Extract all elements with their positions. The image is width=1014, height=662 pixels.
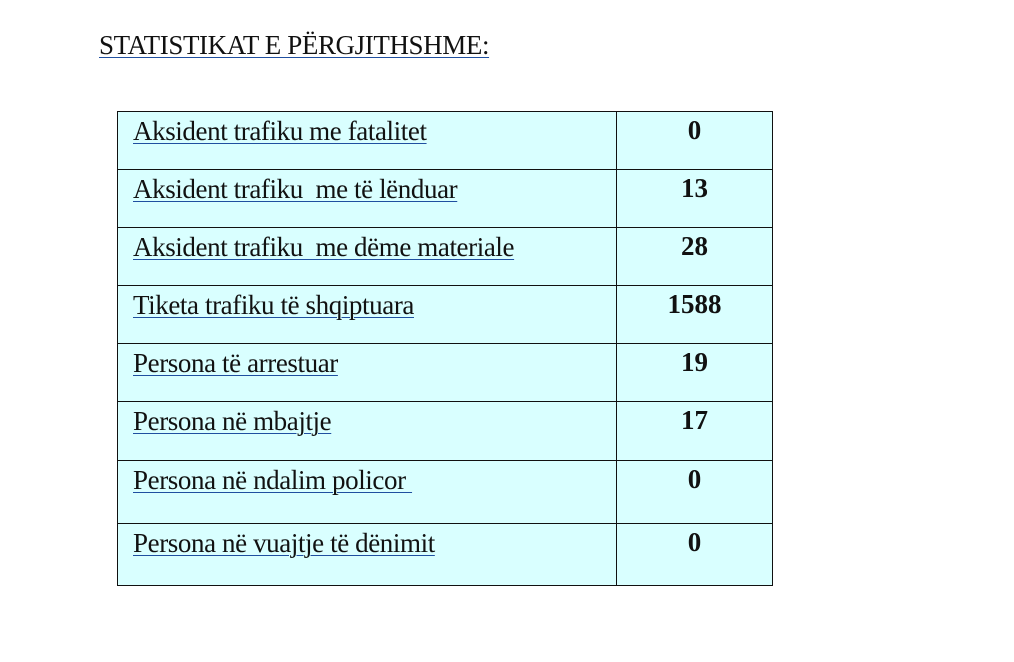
table-row xyxy=(118,461,773,524)
page-title: STATISTIKAT E PËRGJITHSHME: xyxy=(99,30,490,60)
row-value: 1588 xyxy=(667,289,722,319)
row-value-cell xyxy=(617,344,773,402)
row-value-cell xyxy=(617,402,773,461)
row-label-cell xyxy=(118,228,617,286)
row-value-cell xyxy=(617,228,773,286)
row-label: Aksident trafiku me fatalitet xyxy=(133,116,427,146)
table-row xyxy=(118,170,773,228)
table-row xyxy=(118,112,773,170)
statistics-table xyxy=(117,111,773,586)
table-row xyxy=(118,286,773,344)
row-value-cell xyxy=(617,461,773,524)
row-label: Persona në ndalim policor xyxy=(133,465,413,495)
row-value: 19 xyxy=(681,347,708,377)
table-row xyxy=(118,524,773,586)
row-label-cell xyxy=(118,524,617,586)
row-value: 0 xyxy=(687,527,702,557)
row-label: Persona në mbajtje xyxy=(133,406,332,436)
row-value-cell xyxy=(617,112,773,170)
row-value-cell xyxy=(617,170,773,228)
row-value-cell xyxy=(617,524,773,586)
row-label-cell xyxy=(118,170,617,228)
row-label-cell xyxy=(118,344,617,402)
row-label-cell xyxy=(118,402,617,461)
table-row xyxy=(118,344,773,402)
row-value-cell xyxy=(617,286,773,344)
row-value: 0 xyxy=(687,464,702,494)
row-label: Aksident trafiku me dëme materiale xyxy=(133,232,515,262)
row-label-cell xyxy=(118,286,617,344)
row-label: Aksident trafiku me të lënduar xyxy=(133,174,458,204)
row-value: 17 xyxy=(681,405,708,435)
row-value: 13 xyxy=(681,173,708,203)
row-label: Tiketa trafiku të shqiptuara xyxy=(133,290,414,320)
row-label-cell xyxy=(118,461,617,524)
table-row xyxy=(118,228,773,286)
row-value: 0 xyxy=(687,115,702,145)
row-label: Persona të arrestuar xyxy=(133,348,338,378)
table-row xyxy=(118,402,773,461)
row-label: Persona në vuajtje të dënimit xyxy=(133,528,435,558)
row-label-cell xyxy=(118,112,617,170)
row-value: 28 xyxy=(681,231,708,261)
